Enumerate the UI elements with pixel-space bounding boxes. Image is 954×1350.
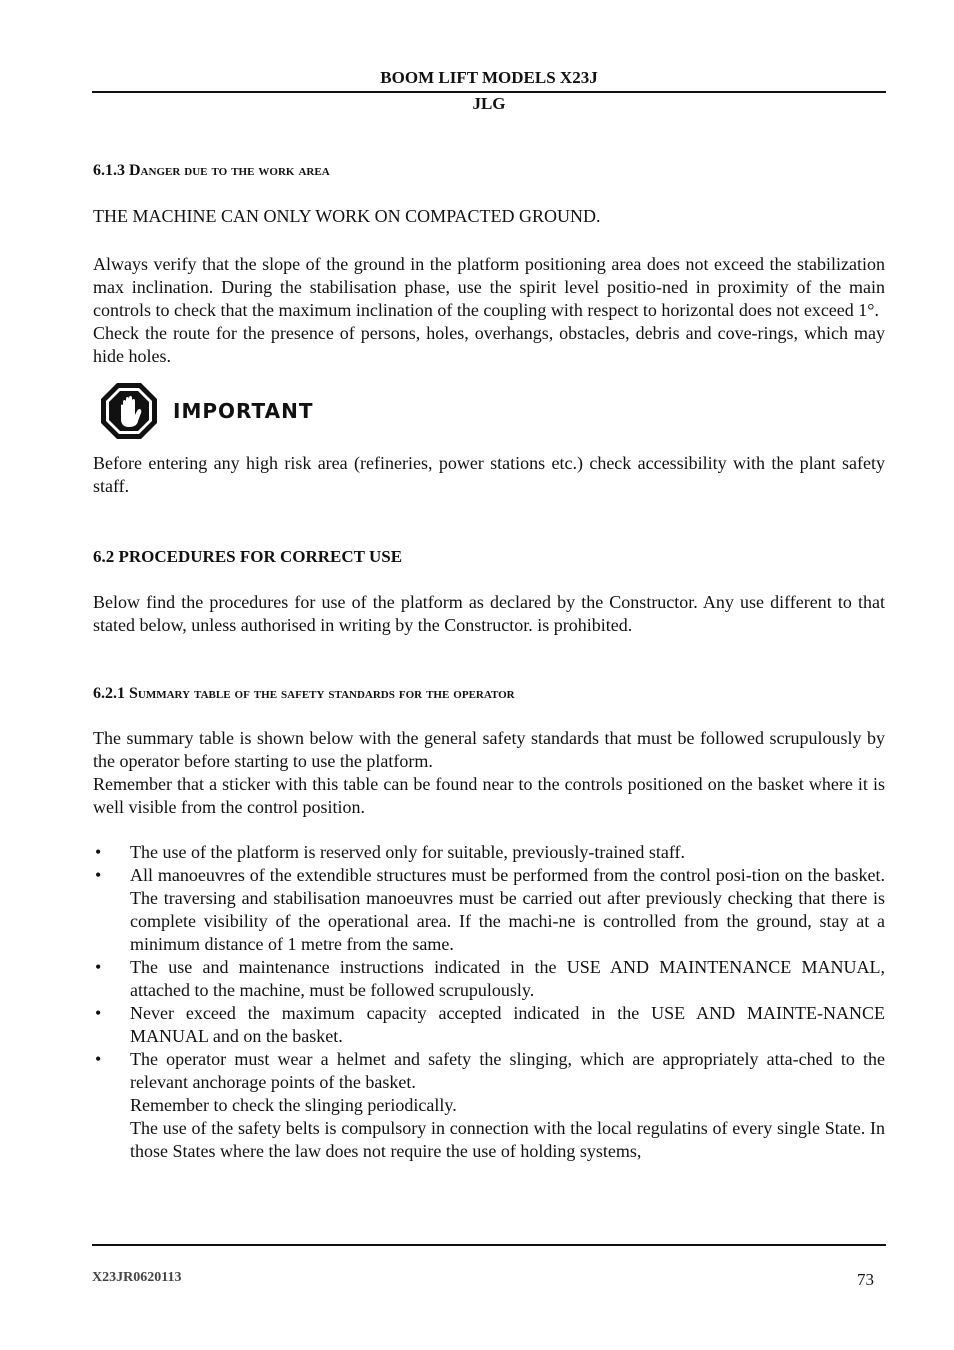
page-content	[93, 160, 885, 1163]
list-item	[93, 956, 885, 1002]
section-62-heading: 6.2 PROCEDURES FOR CORRECT USE	[93, 547, 403, 566]
important-notice	[99, 380, 885, 442]
bullet-marker: •	[95, 865, 102, 885]
footer-row	[92, 1270, 886, 1290]
bullet-marker: •	[95, 842, 102, 862]
stop-hand-icon	[99, 381, 159, 441]
important-text: Before entering any high risk area (refineries, power stations etc.) check accessibility with the plant safety staff.	[93, 453, 885, 496]
page-header	[92, 66, 886, 115]
list-item-text: The use of the platform is reserved only for suitable, previously-trained staff.	[130, 842, 686, 862]
section-62-p1: Below find the procedures for use of the platform as declared by the Constructor. Any use different to that stated below, unless authorised in writing by the Constructor. is prohibited.	[93, 592, 885, 635]
list-item-text: All manoeuvres of the extendible structures must be performed from the control posi-tion on the basket. The traversing and stabilisation manoeuvres must be carried out after previously checking that there is complete visibility of the operational area. If the machi-ne is controlled from the ground, stay at a minimum distance of 1 metre from the same.	[130, 865, 885, 954]
footer-rule	[92, 1244, 886, 1246]
header-title: BOOM LIFT MODELS X23J	[380, 68, 598, 87]
header-subtitle: JLG	[472, 94, 506, 113]
document-code: X23JR0620113	[92, 1270, 182, 1285]
list-item-subtext: The use of the safety belts is compulsory in connection with the local regulatins of every single State. In those States where the law does not require the use of holding systems,	[130, 1118, 885, 1161]
section-613-p1: THE MACHINE CAN ONLY WORK ON COMPACTED GROUND.	[93, 206, 601, 226]
important-label: IMPORTANT	[173, 398, 314, 423]
section-621-p2: Remember that a sticker with this table can be found near to the controls positioned on the basket where it is well visible from the control position.	[93, 774, 885, 817]
section-613-p2: Always verify that the slope of the ground in the platform positioning area does not exceed the stabilization max inclination. During the stabilisation phase, use the spirit level positio-ned in proximity of the main controls to check that the maximum inclination of the coupling with respect to horizontal does not exceed 1°.	[93, 254, 885, 320]
list-item	[93, 1048, 885, 1163]
list-item	[93, 1002, 885, 1048]
bullet-marker: •	[95, 957, 102, 977]
bullet-marker: •	[95, 1049, 102, 1069]
section-621-p1: The summary table is shown below with the general safety standards that must be followed scrupulously by the operator before starting to use the platform.	[93, 728, 885, 771]
list-item	[93, 841, 885, 864]
section-621-heading: 6.2.1 Summary table of the safety standards for the operator	[93, 685, 515, 702]
list-item-text: The use and maintenance instructions indicated in the USE AND MAINTENANCE MANUAL, attached to the machine, must be followed scrupulously.	[130, 957, 885, 1000]
page-number: 73	[857, 1270, 874, 1289]
page-footer	[92, 1244, 886, 1290]
section-613-p3: Check the route for the presence of persons, holes, overhangs, obstacles, debris and cove-rings, which may hide holes.	[93, 323, 885, 366]
list-item-text: Never exceed the maximum capacity accepted indicated in the USE AND MAINTE-NANCE MANUAL and on the basket.	[130, 1003, 885, 1046]
list-item-subtext: Remember to check the slinging periodically.	[130, 1095, 457, 1115]
bullet-marker: •	[95, 1003, 102, 1023]
list-item-text: The operator must wear a helmet and safety the slinging, which are appropriately atta-ched to the relevant anchorage points of the basket.	[130, 1049, 885, 1092]
list-item	[93, 864, 885, 956]
section-613-heading: 6.1.3 Danger due to the work area	[93, 162, 330, 179]
safety-bullet-list	[93, 841, 885, 1163]
